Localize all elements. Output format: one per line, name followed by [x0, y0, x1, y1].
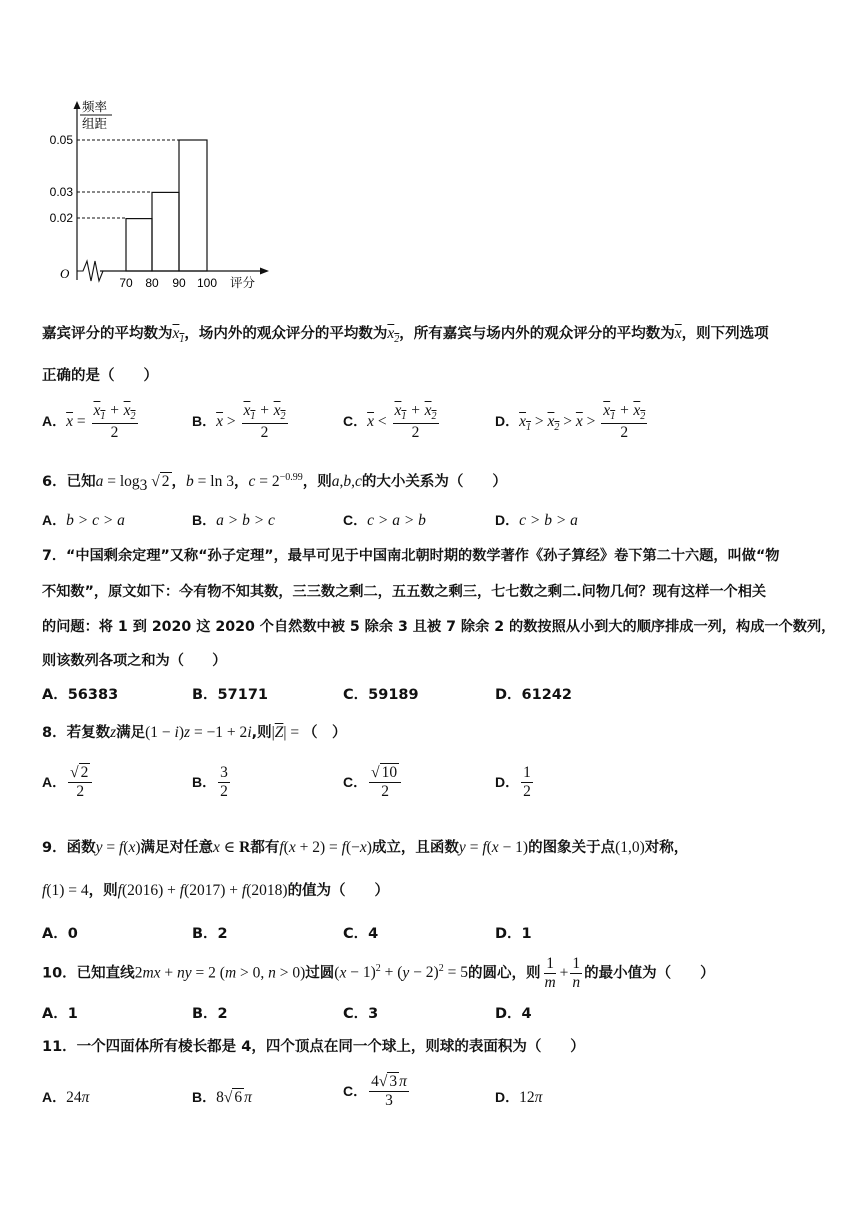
q5-stem-d: ，则下列选项 — [681, 326, 769, 342]
q10-stem-a: 10．已知直线 — [42, 965, 135, 982]
option-label: D． — [495, 512, 520, 528]
q10-stem-d: 的最小值为（ ） — [584, 965, 715, 982]
q9-option-c[interactable]: C．4 — [343, 926, 379, 942]
q9-stem-line1: 9．函数y = f(x)满足对任意x ∈ R都有f(x + 2) = f(−x)成立，且函数y = f(x − 1)的图象关于点(1,0)对称， — [42, 839, 689, 856]
q10-option-d[interactable]: D．4 — [495, 1006, 532, 1022]
option-label: B． — [192, 512, 217, 528]
axis-break-icon — [77, 261, 103, 281]
x2-bar: $x_2$ — [387, 325, 400, 346]
q9-stem-a: 9．函数 — [42, 840, 96, 856]
q8-option-d[interactable]: D． $\frac{1}{2}$ — [495, 764, 531, 800]
q9-option-d[interactable]: D．1 — [495, 926, 532, 942]
x-tick-label: 100 — [196, 276, 218, 290]
option-label: D． — [495, 1089, 520, 1105]
x-axis-arrow — [260, 268, 269, 275]
option-label: B． — [192, 1089, 217, 1105]
q11-option-b[interactable]: B．8√ 6 π — [192, 1089, 252, 1106]
y-tick-label: 0.03 — [49, 185, 73, 199]
q5-stem-b: ，场内外的观众评分的平均数为 — [184, 326, 388, 342]
q8-option-b[interactable]: B． $\frac{3}{2}$ — [192, 764, 228, 800]
q7-option-a[interactable]: A．56383 — [42, 687, 119, 703]
q5-stem-line2: 正确的是（ ） — [42, 368, 158, 384]
q8-stem: 8．若复数z满足(1 − i)z = −1 + 2i,则$|\overline{Z}|$ = （ ） — [42, 724, 347, 741]
q5-option-b[interactable]: B．$\overline{x}$ > $\frac{x_1 + x_2}{2}$ — [192, 402, 286, 441]
q11-option-c[interactable]: C． $\frac{4√ 3 \pi}{3}$ — [343, 1073, 407, 1109]
q8-option-a[interactable]: A． $\frac{√ 2}{2}$ — [42, 764, 94, 801]
q6-stem-d: ，则 — [302, 474, 332, 490]
q6-stem: 6．已知$a = \log_3$ √ 2 ，b = ln 3，$c = 2^{-0.99}$，则a,b,c的大小关系为（ ） — [42, 471, 507, 494]
y-axis-label-bottom: 组距 — [82, 116, 108, 131]
q9-stem-e: 的图象关于点 — [528, 840, 616, 856]
q7-stem-line1: 7．“中国剩余定理”又称“孙子定理”，最早可见于中国南北朝时期的数学著作《孙子算经》卷下第二十六题，叫做“物 — [42, 548, 780, 564]
q6-option-c[interactable]: C．c > a > b — [343, 512, 426, 529]
q7-option-b[interactable]: B．57171 — [192, 687, 268, 703]
q11-stem: 11．一个四面体所有棱长都是 4，四个顶点在同一个球上，则球的表面积为（ ） — [42, 1039, 585, 1055]
option-label: A． — [42, 1089, 67, 1105]
q6-stem-a: 6．已知 — [42, 474, 96, 490]
q7-option-d[interactable]: D．61242 — [495, 687, 572, 703]
option-label: D． — [495, 413, 520, 430]
q8-option-c[interactable]: C． $\frac{√ 10}{2}$ — [343, 764, 403, 801]
y-tick-label: 0.05 — [49, 133, 73, 147]
q9-option-a[interactable]: A．0 — [42, 926, 78, 942]
q10-stem-b: 过圆 — [305, 965, 335, 982]
q5-option-c[interactable]: C．$\overline{x}$ < $\frac{x_1 + x_2}{2}$ — [343, 402, 437, 441]
option-label: A． — [42, 773, 67, 790]
option-label: B． — [192, 773, 217, 790]
q11-option-d[interactable]: D．12π — [495, 1089, 543, 1106]
q7-stem-line3: 的问题：将 1 到 2020 这 2020 个自然数中被 5 除余 3 且被 7 除余 2 的数按照从小到大的顺序排成一列，构成一个数列， — [42, 619, 836, 635]
q9-stem-b: 满足对任意 — [140, 840, 214, 856]
option-label: A． — [42, 413, 67, 430]
option-label: A． — [42, 512, 67, 528]
x-tick-label: 90 — [172, 276, 186, 290]
option-label: D． — [495, 773, 520, 790]
option-label: C． — [343, 1082, 368, 1099]
q5-stem-c: ，所有嘉宾与场内外的观众评分的平均数为 — [399, 326, 675, 342]
q8-stem-a: 8．若复数 — [42, 725, 111, 741]
q5-option-a[interactable]: A．$\overline{x}$ = $\frac{x_1 + x_2}{2}$ — [42, 402, 136, 441]
q6-stem-b: ， — [171, 474, 187, 490]
q9-stem-c: 都有 — [250, 840, 280, 856]
option-label: C． — [343, 773, 368, 790]
q7-option-c[interactable]: C．59189 — [343, 687, 419, 703]
histogram-bar — [179, 140, 207, 271]
q10-option-c[interactable]: C．3 — [343, 1006, 379, 1022]
x-bar: $\overline{x}$ — [674, 325, 682, 342]
q6-stem-c: ， — [233, 474, 249, 490]
q5-stem-a: 嘉宾评分的平均数为 — [42, 326, 173, 342]
option-label: B． — [192, 413, 217, 430]
histogram-bars — [126, 140, 207, 271]
q10-stem: 10．已知直线2mx + ny = 2 (m > 0, n > 0)过圆$(x - 1)^2 + (y - 2)^2 = 5$的圆心，则 $\frac{1}{m}$ + $\frac{1}{n}$ 的最小值为（ ） — [42, 955, 715, 991]
q5-option-d[interactable]: D．$x_1 > x_2 > \overline{x}$ > $\frac{x_1 + x_2}{2}$ — [495, 402, 646, 441]
q10-option-a[interactable]: A．1 — [42, 1006, 78, 1022]
frequency-histogram — [40, 95, 280, 295]
q9-stem-d: 成立，且函数 — [371, 840, 459, 856]
x-axis-label: 评分 — [230, 275, 256, 290]
q6-option-a[interactable]: A．b > c > a — [42, 512, 125, 529]
q6-option-d[interactable]: D．c > b > a — [495, 512, 578, 529]
q8-stem-c: ,则 — [251, 725, 272, 741]
q6-option-b[interactable]: B．a > b > c — [192, 512, 275, 529]
y-axis-label-top: 频率 — [82, 99, 108, 114]
y-tick-label: 0.02 — [49, 211, 73, 225]
x-tick-label: 70 — [119, 276, 133, 290]
q7-stem-line4: 则该数列各项之和为（ ） — [42, 653, 227, 669]
q8-stem-d: （ ） — [302, 725, 347, 741]
q5-stem-line1 — [42, 322, 769, 345]
y-axis-arrow — [74, 101, 81, 109]
histogram-bar — [152, 192, 179, 271]
q6-stem-e: 的大小关系为（ ） — [361, 474, 507, 490]
q9-option-b[interactable]: B．2 — [192, 926, 228, 942]
histogram-bar — [126, 219, 152, 271]
option-label: C． — [343, 512, 368, 528]
x-tick-label: 80 — [145, 276, 159, 290]
q8-stem-b: 满足 — [116, 725, 146, 741]
origin-label: O — [60, 266, 70, 281]
q10-option-b[interactable]: B．2 — [192, 1006, 228, 1022]
q9-stem-line2: f(1) = 4，则f(2016) + f(2017) + f(2018)的值为（ ） — [42, 882, 390, 899]
q9-stem-h: 的值为（ ） — [287, 883, 390, 899]
x1-bar: $x_1$ — [172, 325, 185, 346]
q9-stem-g: ，则 — [88, 883, 118, 899]
option-label: C． — [343, 413, 368, 430]
q7-stem-line2: 不知数”，原文如下：今有物不知其数，三三数之剩二，五五数之剩三，七七数之剩二.问物几何？现有这样一个相关 — [42, 584, 767, 600]
q10-stem-c: 的圆心，则 — [467, 965, 541, 982]
q9-stem-f: 对称， — [644, 840, 689, 856]
q11-option-a[interactable]: A．24π — [42, 1089, 90, 1106]
